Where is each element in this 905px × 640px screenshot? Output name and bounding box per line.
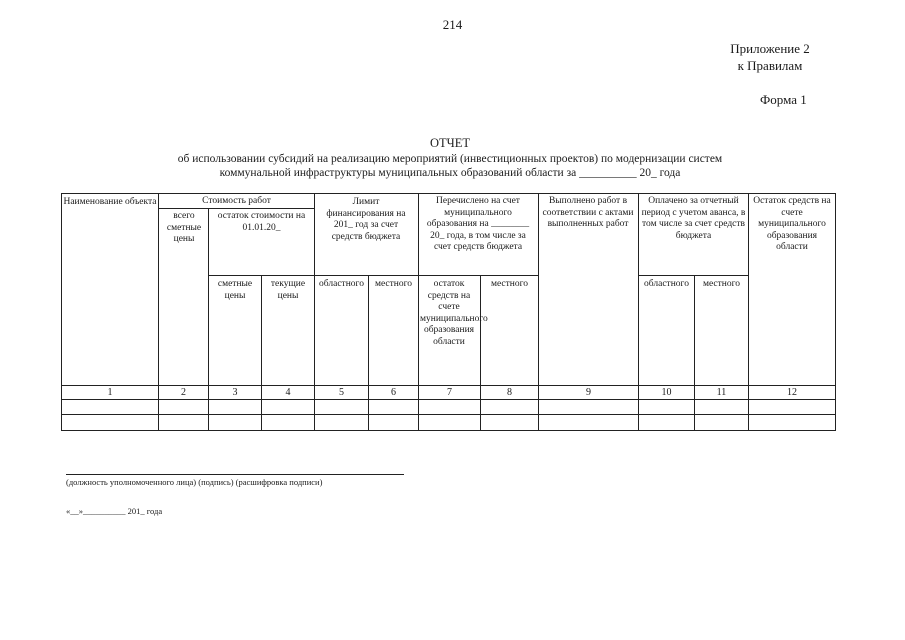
column-number-11: 11 bbox=[716, 387, 727, 398]
header-limit-regional: областного bbox=[319, 279, 364, 289]
column-number-5: 5 bbox=[339, 387, 344, 398]
header-balance: Остаток средств на счете муниципального образования области bbox=[753, 196, 831, 252]
signature-line bbox=[66, 474, 404, 475]
signature-date: «__»__________ 201_ года bbox=[66, 506, 163, 516]
column-number-1: 1 bbox=[107, 387, 113, 398]
column-number-10: 10 bbox=[661, 387, 672, 398]
appendix-line-1: Приложение 2 bbox=[730, 41, 810, 56]
header-paid-regional: областного bbox=[644, 279, 689, 289]
column-number-2: 2 bbox=[181, 387, 186, 398]
header-limit-local: местного bbox=[374, 279, 413, 289]
column-number-3: 3 bbox=[232, 387, 238, 398]
report-title-line-3: коммунальной инфраструктуры муниципальных образований области за __________ 20_ года bbox=[219, 167, 681, 179]
signature-caption: (должность уполномоченного лица) (подпись) (расшифровка подписи) bbox=[66, 477, 323, 487]
table-row bbox=[62, 400, 835, 414]
header-transferred-local: местного bbox=[490, 279, 529, 289]
header-transferred-balance: остаток средств на счете муниципального образования области bbox=[420, 279, 488, 347]
header-cost-total: всего сметные цены bbox=[166, 211, 202, 244]
header-cost-group: Стоимость работ bbox=[202, 196, 271, 206]
column-number-12: 12 bbox=[787, 387, 797, 398]
column-number-6: 6 bbox=[391, 387, 396, 398]
column-number-9: 9 bbox=[586, 387, 591, 398]
column-number-7: 7 bbox=[447, 387, 452, 398]
header-object-name: Наименование объекта bbox=[63, 197, 157, 207]
appendix-line-2: к Правилам bbox=[737, 58, 803, 73]
header-paid-local: местного bbox=[702, 279, 741, 289]
column-number-8: 8 bbox=[507, 387, 512, 398]
report-title-main: ОТЧЕТ bbox=[429, 136, 471, 150]
header-cost-current: текущие цены bbox=[270, 279, 306, 301]
header-limit-group: Лимит финансирования на 201_ год за счет средств бюджета bbox=[326, 197, 406, 242]
header-cost-remaining: остаток стоимости на 01.01.20_ bbox=[217, 211, 306, 233]
column-number-4: 4 bbox=[285, 387, 291, 398]
header-works-done: Выполнено работ в соответствии с актами выполненных работ bbox=[542, 196, 634, 229]
table-row bbox=[62, 415, 835, 430]
page-number: 214 bbox=[442, 17, 463, 32]
header-cost-estimated: сметные цены bbox=[217, 279, 253, 301]
header-paid-group: Оплачено за отчетный период с учетом аванса, в том числе за счет средств бюджета bbox=[641, 196, 746, 241]
form-label: Форма 1 bbox=[760, 92, 807, 107]
report-title-line-2: об использовании субсидий на реализацию мероприятий (инвестиционных проектов) по модернизации систем bbox=[177, 153, 723, 165]
header-transferred-group: Перечислено на счет муниципального образования на ________ 20_ года, в том числе за счет средств бюджета bbox=[426, 196, 530, 252]
